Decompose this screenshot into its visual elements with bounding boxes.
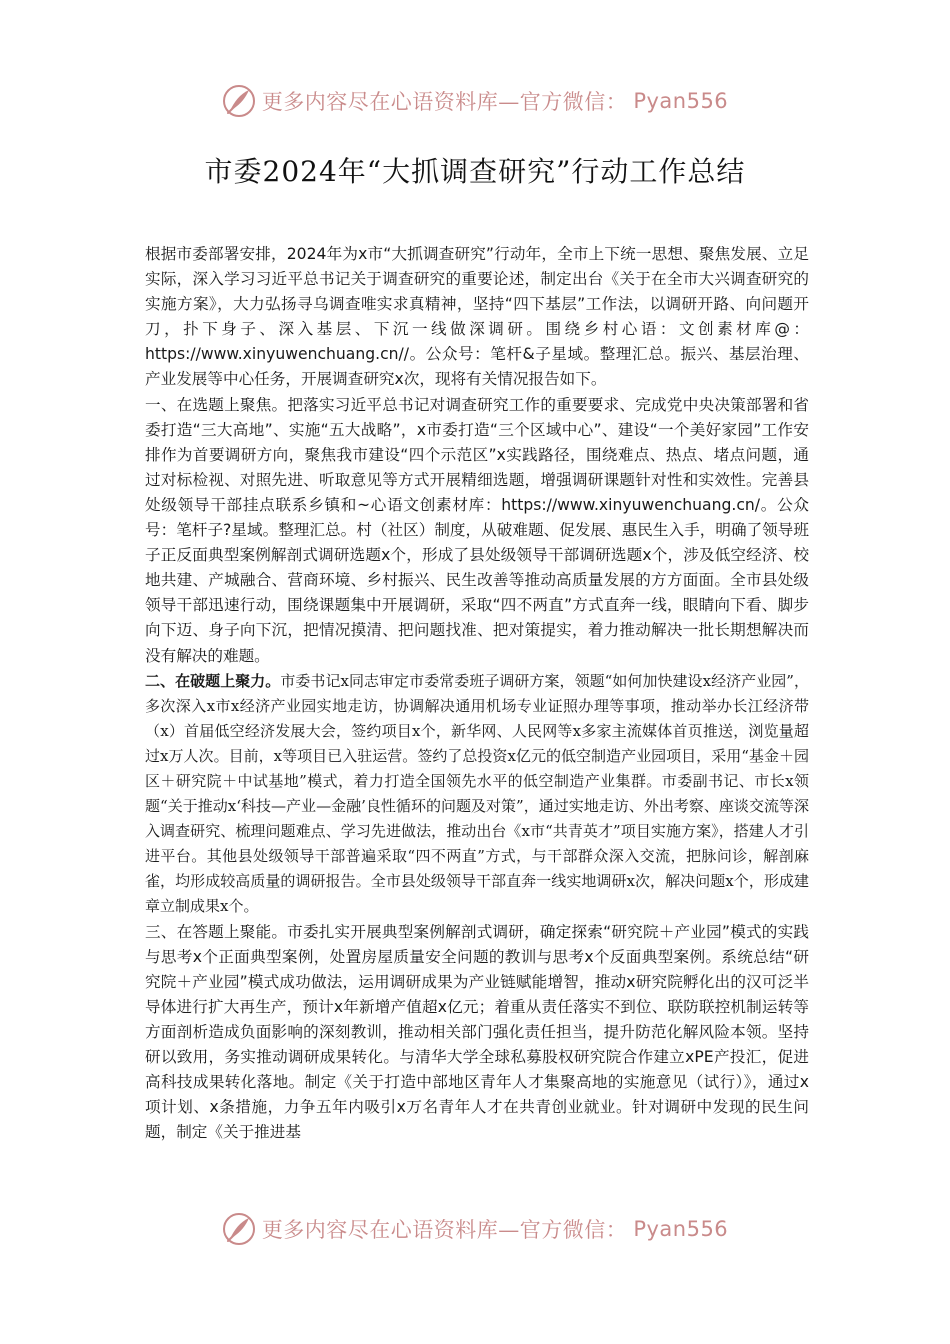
quill-logo-icon: [222, 84, 256, 118]
paragraph-section-1: 一、在选题上聚焦。把落实习近平总书记对调查研究工作的重要要求、完成党中央决策部署和省委打造“三大高地”、实施“五大战略”，x市委打造“三个区域中心”、建设“一个美好家园”工作安排作为首要调研方向，聚焦我市建设“四个示范区”x实践路径，围绕难点、热点、堵点问题，通过对标检视、对照先进、听取意见等方式开展精细选题，增强调研课题针对性和实效性。完善县处级领导干部挂点联系乡镇和~心语文创素材库：https://www.xinyuwenchuang.cn/。公众号：笔杆子?星域。整理汇总。村（社区）制度，从破难题、促发展、惠民生入手，明确了领导班子正反面典型案例解剖式调研选题x个，形成了县处级领导干部调研选题x个，涉及低空经济、校地共建、产城融合、营商环境、乡村振兴、民生改善等推动高质量发展的方方面面。全市县处级领导干部迅速行动，围绕课题集中开展调研，采取“四不两直”方式直奔一线，眼睛向下看、脚步向下迈、身子向下沉，把情况摸清、把问题找准、把对策提实，着力推动解决一批长期想解决而没有解决的难题。: [145, 395, 809, 665]
watermark-text: 更多内容尽在心语资料库—官方微信：: [261, 90, 628, 114]
quill-logo-icon: [222, 1212, 256, 1246]
watermark-wechat-id: Pyan556: [633, 1217, 729, 1241]
section-2-body: 市委书记x同志审定市委常委班子调研方案，领题“如何加快建设x经济产业园”，多次深入x市x经济产业园实地走访，协调解决通用机场专业证照办理等事项，推动举办长江经济带（x）首届低空经济发展大会，签约项目x个，新华网、人民网等x多家主流媒体首页推送，浏览量超过x万人次。目前，x等项目已入驻运营。签约了总投资x亿元的低空制造产业园项目，采用“基金＋园区＋研究院＋中试基地”模式，着力打造全国领先水平的低空制造产业集群。市委副书记、市长x领题“关于推动x‘科技—产业—金融’良性循环的问题及对策”，通过实地走访、外出考察、座谈交流等深入调查研究、梳理问题难点、学习先进做法，推动出台《x市“共青英才”项目实施方案》，搭建人才引进平台。其他县处级领导干部普遍采取“四不两直”方式，与干部群众深入交流，把脉问诊，解剖麻雀，均形成较高质量的调研报告。全市县处级领导干部直奔一线实地调研x次，解决问题x个，形成建章立制成果x个。: [145, 671, 809, 916]
watermark-wechat-id: Pyan556: [633, 89, 729, 113]
watermark-header: [0, 84, 950, 118]
document-body: [145, 242, 809, 1145]
watermark-footer: [0, 1212, 950, 1246]
document-title: 市委2024年“大抓调查研究”行动工作总结: [204, 155, 746, 188]
paragraph-section-3: 三、在答题上聚能。市委扎实开展典型案例解剖式调研，确定探索“研究院＋产业园”模式的实践与思考x个正面典型案例，处置房屋质量安全问题的教训与思考x个反面典型案例。系统总结“研究院＋产业园”模式成功做法，运用调研成果为产业链赋能增智，推动x研究院孵化出的汉可泛半导体进行扩大再生产，预计x年新增产值超x亿元；着重从责任落实不到位、联防联控机制运转等方面剖析造成负面影响的深刻教训，推动相关部门强化责任担当，提升防范化解风险本领。坚持研以致用，务实推动调研成果转化。与清华大学全球私募股权研究院合作建立xPE产投汇，促进高科技成果转化落地。制定《关于打造中部地区青年人才集聚高地的实施意见（试行）》，通过x项计划、x条措施，力争五年内吸引x万名青年人才在共青创业就业。针对调研中发现的民生问题，制定《关于推进基: [145, 922, 809, 1142]
paragraph-intro: 根据市委部署安排，2024年为x市“大抓调查研究”行动年，全市上下统一思想、聚焦发展、立足实际，深入学习习近平总书记关于调查研究的重要论述，制定出台《关于在全市大兴调查研究的实施方案》，大力弘扬寻乌调查唯实求真精神，坚持“四下基层”工作法，以调研开路、向问题开刀，扑下身子、深入基层、下沉一线做深调研。围绕乡村心语：文创素材库@：https://www.xinyuwenchuang.cn//。公众号：笔杆&子星域。整理汇总。振兴、基层治理、产业发展等中心任务，开展调查研究x次，现将有关情况报告如下。: [145, 245, 809, 389]
paragraph-section-2: [145, 669, 809, 920]
watermark-text: 更多内容尽在心语资料库—官方微信：: [261, 1218, 628, 1242]
section-2-heading: 二、在破题上聚力。: [145, 671, 281, 690]
